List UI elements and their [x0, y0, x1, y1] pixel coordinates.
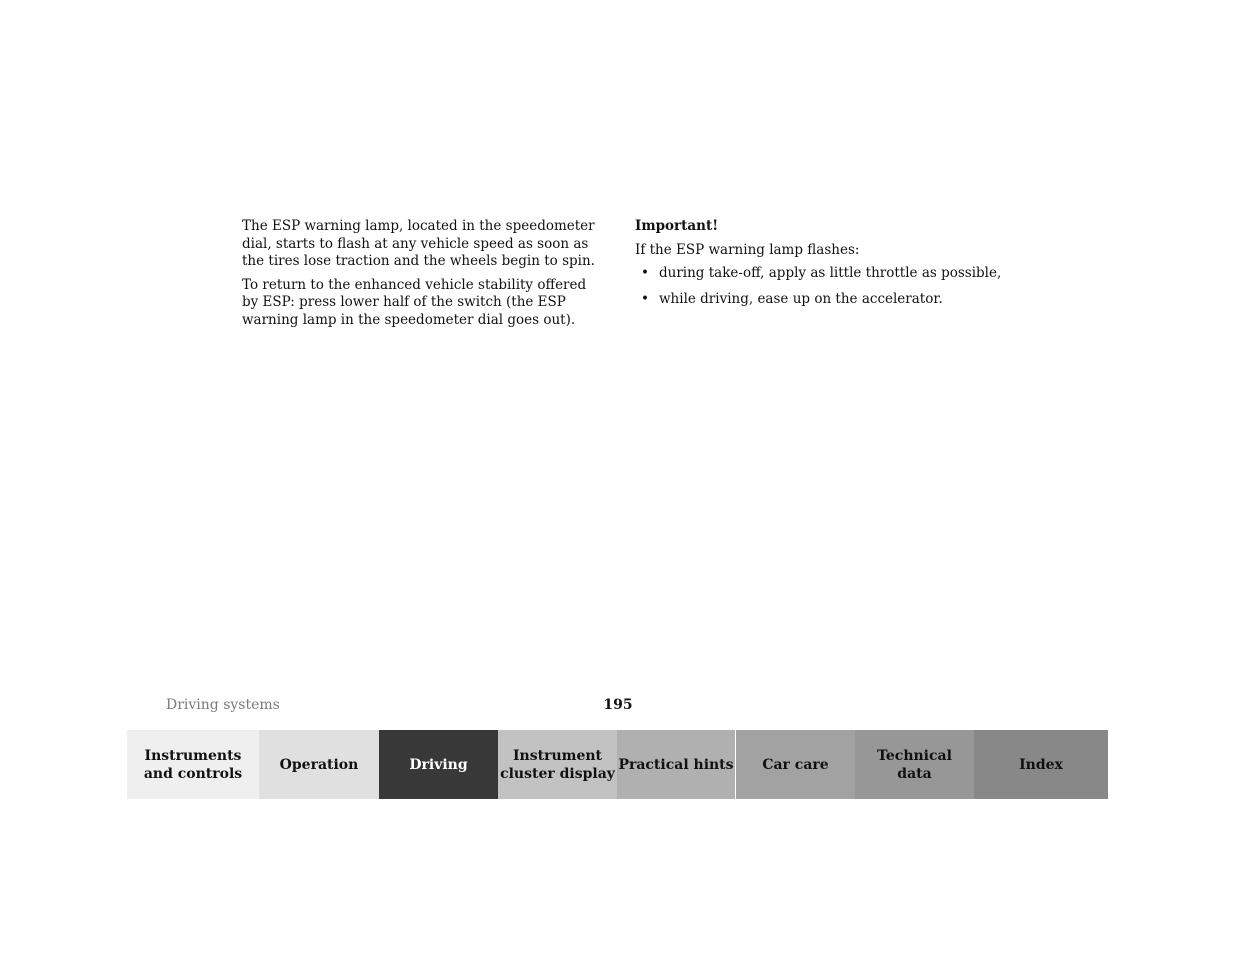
list-item-text: while driving, ease up on the accelerator. — [659, 290, 943, 307]
left-column — [242, 218, 604, 335]
section-title: Driving systems — [166, 697, 280, 713]
tab-index[interactable]: Index — [974, 730, 1108, 799]
bullet-icon: • — [641, 290, 649, 307]
list-item-text: during take-off, apply as little throttle as possible, — [659, 265, 1002, 281]
tab-operation[interactable]: Operation — [259, 730, 379, 799]
paragraph-return-esp: To return to the enhanced vehicle stability offered by ESP: press lower half of the switch (the ESP warning lamp in the speedometer dial goes out). — [242, 276, 587, 328]
important-list — [635, 265, 1015, 308]
page-number: 195 — [603, 697, 633, 713]
important-intro: If the ESP warning lamp flashes: — [635, 241, 860, 258]
chapter-tab-bar — [127, 730, 1108, 799]
list-item — [635, 265, 1015, 283]
important-heading: Important! — [635, 218, 719, 234]
tab-driving[interactable]: Driving — [379, 730, 498, 799]
tab-car-care[interactable]: Car care — [736, 730, 855, 799]
list-item — [635, 291, 1015, 309]
right-column — [635, 218, 1015, 316]
paragraph-warning-lamp: The ESP warning lamp, located in the speedometer dial, starts to flash at any vehicle speed as soon as the tires lose traction and the wheels begin to spin. — [242, 218, 595, 269]
bullet-icon: • — [641, 265, 649, 281]
tab-technical-data[interactable]: Technical data — [855, 730, 974, 799]
tab-practical-hints[interactable]: Practical hints — [617, 730, 736, 799]
tab-instrument-cluster-display[interactable]: Instrument cluster display — [498, 730, 617, 799]
tab-instruments-and-controls[interactable]: Instruments and controls — [127, 730, 259, 799]
